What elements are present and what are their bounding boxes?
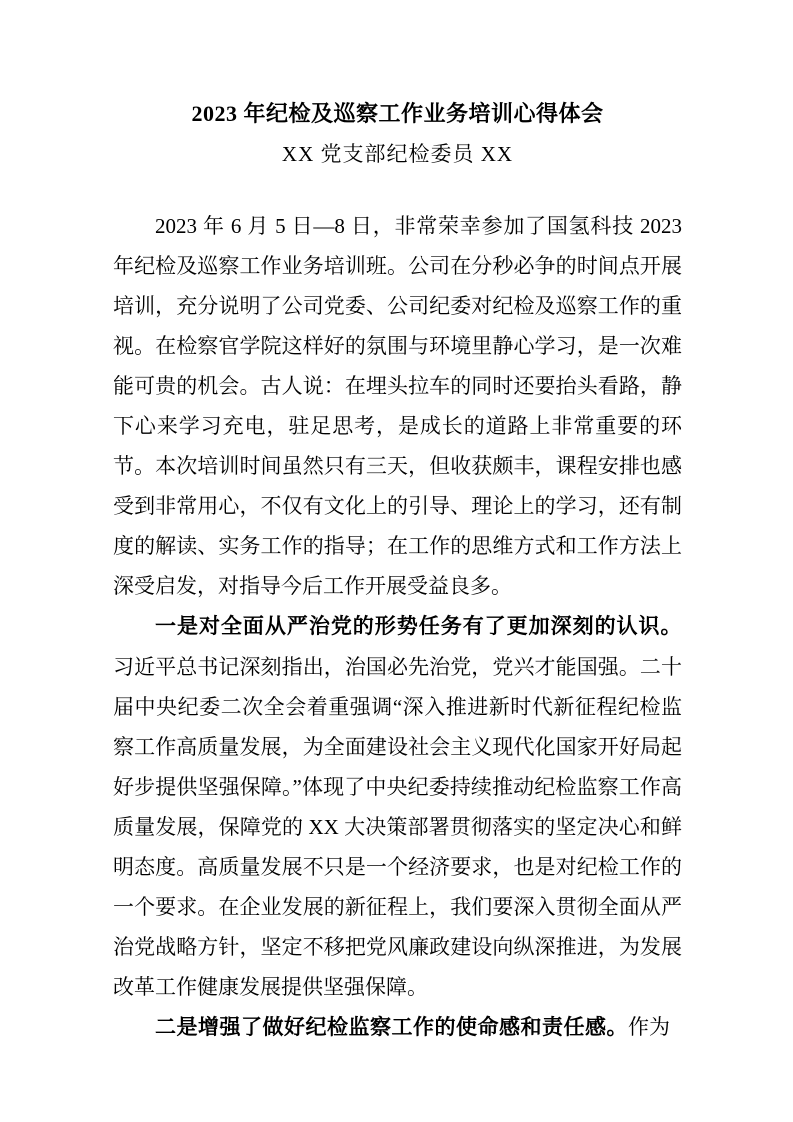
text-run: 习近平总书记深刻指出，治国必先治党，党兴才能国强。二十届中央纪委二次全会着重强调“深入推进新时代新征程纪检监察工作高质量发展，为全面建设社会主义现代化国家开好局起好步提供坚强保障。”体现了中央纪委持续推动纪检监察工作高质量发展，保障党的 XX 大决策部署贯彻落实的坚定决心和鲜明态度。高质量发展不只是一个经济要求，也是对纪检工作的一个要求。在企业发展的新征程上，我们要深入贯彻全面从严治党战略方针，坚定不移把党风廉政建设向纵深推进，为发展改革工作健康发展提供坚强保障。	[113, 655, 682, 999]
document-byline: XX 党支部纪检委员 XX	[281, 142, 514, 166]
paragraph	[113, 206, 682, 606]
paragraph	[113, 606, 682, 1007]
document-title: 2023 年纪检及巡察工作业务培训心得体会	[191, 101, 604, 126]
paragraph	[113, 1007, 682, 1048]
text-run: 作为	[628, 1015, 670, 1039]
document-body	[113, 206, 682, 1048]
text-run-bold: 一是对全面从严治党的形势任务有了更加深刻的认识。	[155, 615, 682, 638]
text-run: 2023 年 6 月 5 日—8 日，非常荣幸参加了国氢科技 2023 年纪检及巡察工作业务培训班。公司在分秒必争的时间点开展培训，充分说明了公司党委、公司纪委对纪检及巡察工作的重视。在检察官学院这样好的氛围与环境里静心学习，是一次难能可贵的机会。古人说：在埋头拉车的同时还要抬头看路，静下心来学习充电，驻足思考，是成长的道路上非常重要的环节。本次培训时间虽然只有三天，但收获颇丰，课程安排也感受到非常用心，不仅有文化上的引导、理论上的学习，还有制度的解读、实务工作的指导；在工作的思维方式和工作方法上深受启发，对指导今后工作开展受益良多。	[113, 214, 682, 598]
text-run-bold: 二是增强了做好纪检监察工作的使命感和责任感。	[155, 1016, 628, 1039]
